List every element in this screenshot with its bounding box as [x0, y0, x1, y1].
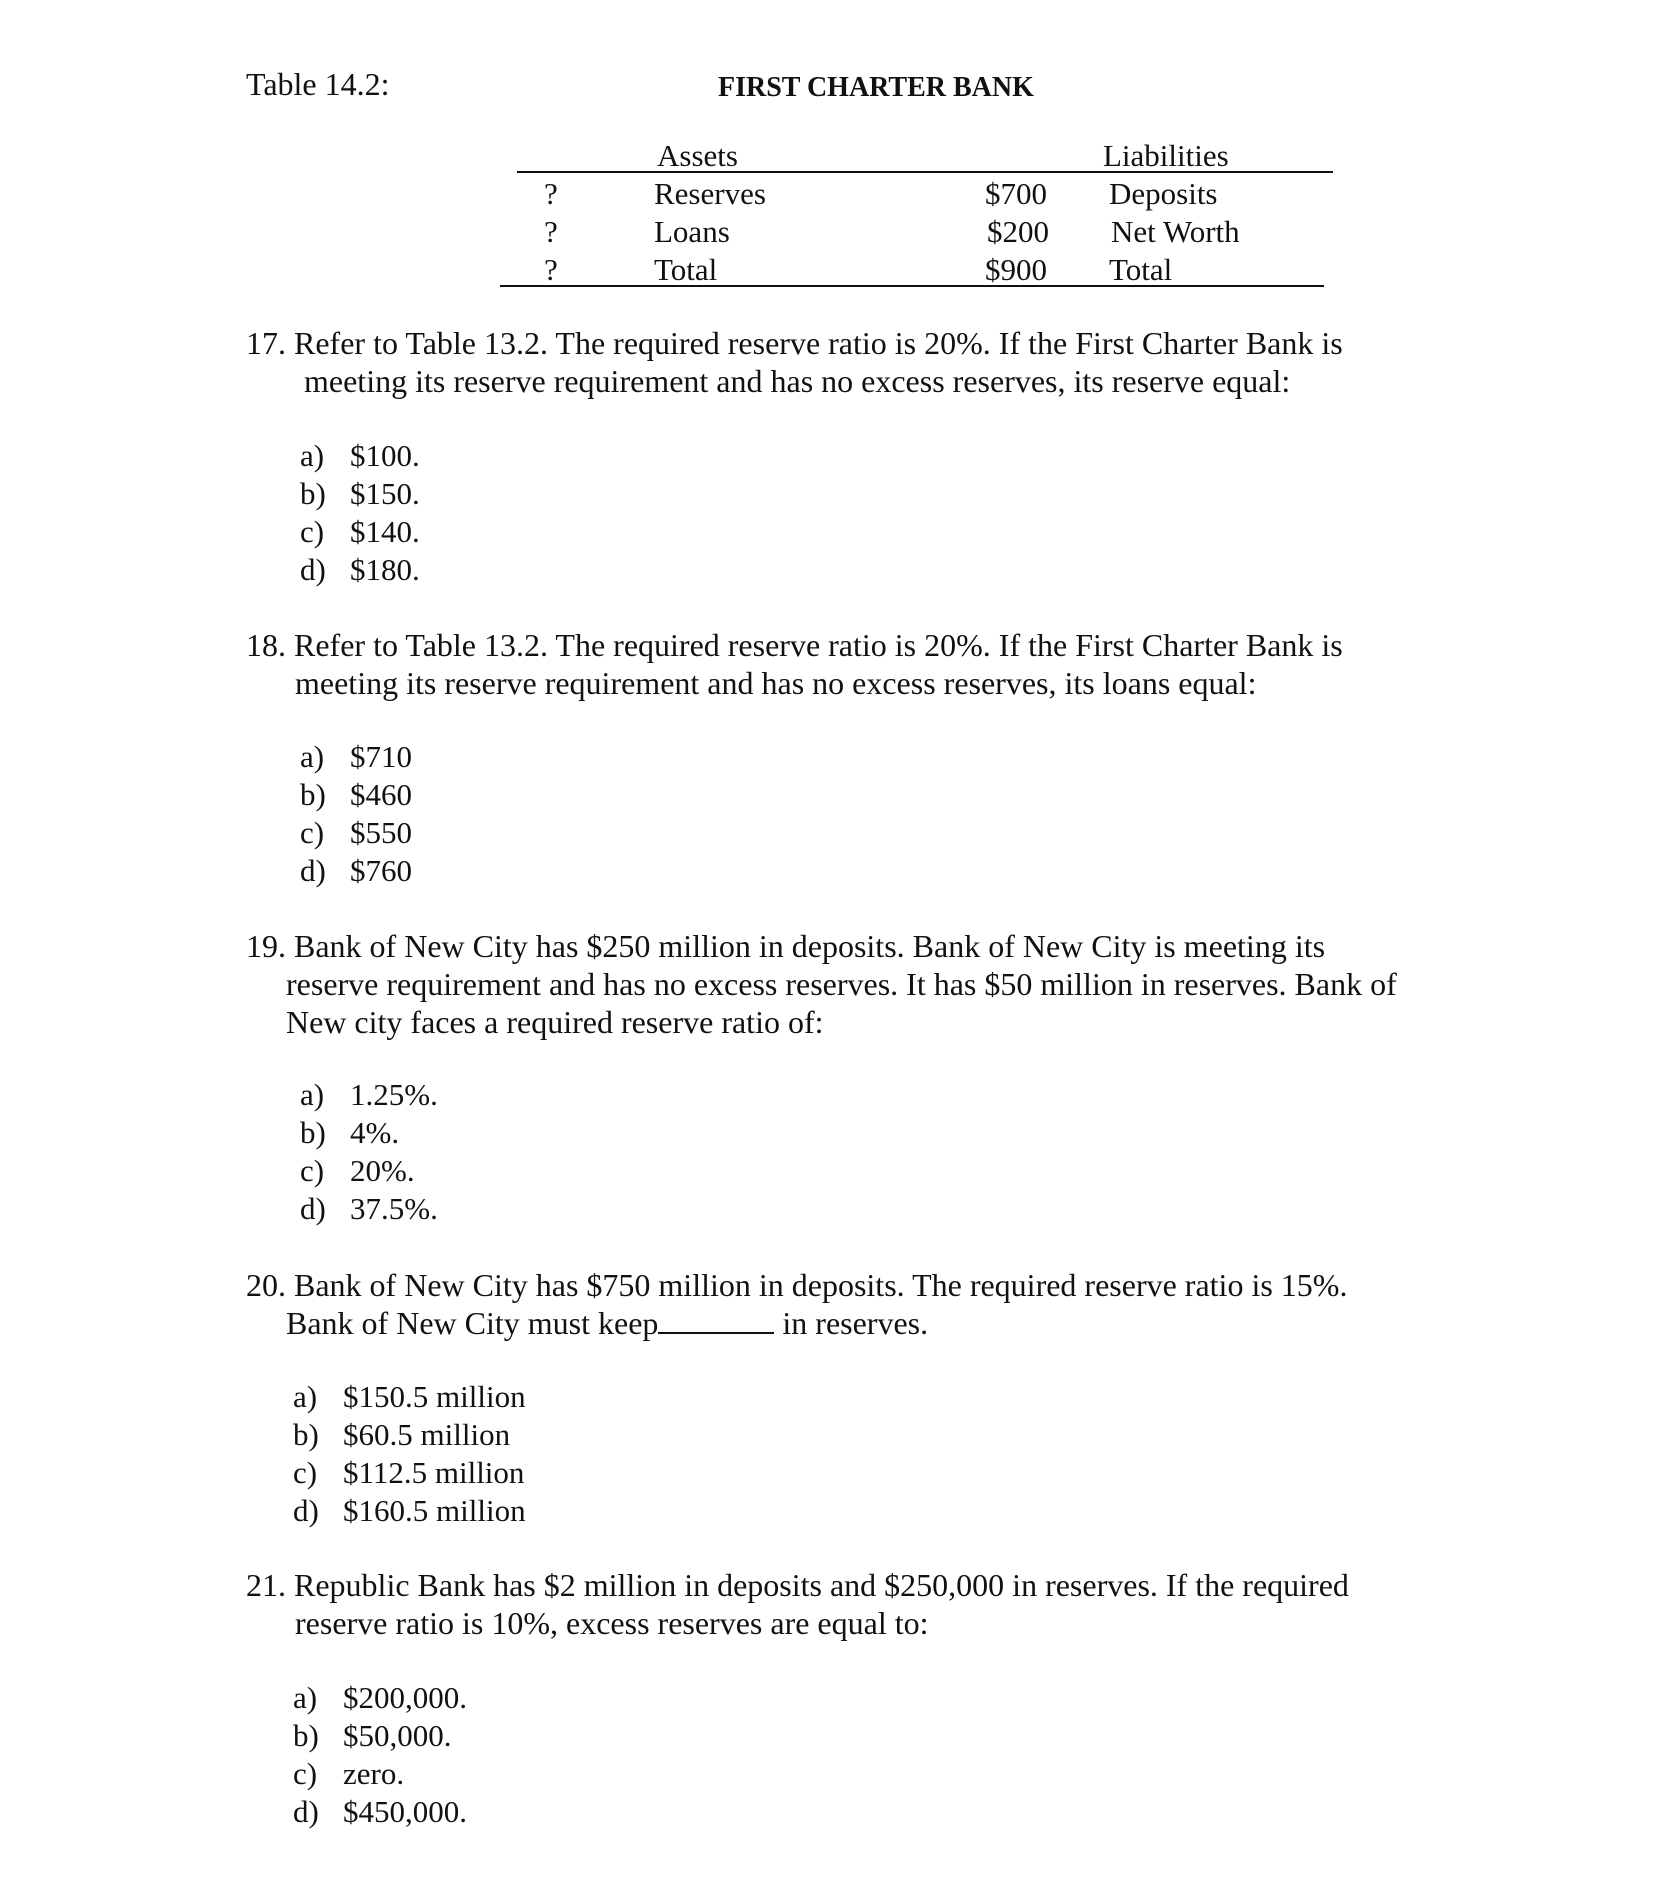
- option-d[interactable]: d) $180.: [300, 552, 420, 587]
- question-17: [246, 324, 1343, 400]
- bank-title: FIRST CHARTER BANK: [718, 72, 1034, 103]
- liability-label: Deposits: [1109, 176, 1218, 211]
- options-20: [293, 1378, 526, 1530]
- option-b[interactable]: b) $460: [300, 777, 412, 812]
- option-b[interactable]: b) 4%.: [300, 1115, 400, 1150]
- question-text: reserve ratio is 10%, excess reserves are equal to:: [295, 1605, 929, 1641]
- row-marker: ?: [544, 252, 558, 287]
- question-text: New city faces a required reserve ratio of:: [286, 1004, 824, 1040]
- option-c[interactable]: c) 20%.: [300, 1153, 415, 1188]
- liability-label: Total: [1109, 252, 1173, 287]
- option-d[interactable]: d) $760: [300, 853, 412, 888]
- option-b[interactable]: b) $150.: [300, 476, 420, 511]
- t-account-table: [0, 0, 1668, 300]
- amount-value: $900: [985, 252, 1047, 287]
- question-text: meeting its reserve requirement and has no excess reserves, its loans equal:: [295, 665, 1257, 701]
- option-c[interactable]: c) $550: [300, 815, 412, 850]
- row-marker: ?: [544, 214, 558, 249]
- question-text: reserve requirement and has no excess reserves. It has $50 million in reserves. Bank of: [286, 966, 1397, 1002]
- header-rule: [517, 171, 1333, 173]
- question-number: 18.: [246, 627, 286, 663]
- question-21: [246, 1566, 1349, 1642]
- amount-value: $700: [985, 176, 1047, 211]
- asset-label: Loans: [654, 214, 730, 249]
- question-number: 17.: [246, 325, 286, 361]
- answer-blank: [658, 1304, 774, 1334]
- table-label: Table 14.2:: [246, 66, 390, 102]
- question-text: Republic Bank has $2 million in deposits and $250,000 in reserves. If the required: [294, 1567, 1349, 1603]
- asset-label: Reserves: [654, 176, 766, 211]
- option-a[interactable]: a) 1.25%.: [300, 1077, 438, 1112]
- option-a[interactable]: a) $710: [300, 739, 412, 774]
- question-number: 21.: [246, 1567, 286, 1603]
- question-number: 20.: [246, 1267, 286, 1303]
- option-a[interactable]: a) $100.: [300, 438, 420, 473]
- option-d[interactable]: d) $160.5 million: [293, 1493, 526, 1528]
- question-text: Bank of New City has $750 million in deposits. The required reserve ratio is 15%.: [294, 1267, 1348, 1303]
- option-d[interactable]: d) 37.5%.: [300, 1191, 438, 1226]
- options-18: [300, 738, 412, 890]
- total-rule: [500, 285, 1324, 287]
- assets-heading: Assets: [657, 138, 738, 173]
- option-d[interactable]: d) $450,000.: [293, 1794, 467, 1829]
- option-c[interactable]: c) $140.: [300, 514, 420, 549]
- question-text: Refer to Table 13.2. The required reserve ratio is 20%. If the First Charter Bank is: [294, 325, 1343, 361]
- question-text: Bank of New City has $250 million in deposits. Bank of New City is meeting its: [294, 928, 1326, 964]
- option-a[interactable]: a) $200,000.: [293, 1680, 467, 1715]
- liability-label: Net Worth: [1111, 214, 1240, 249]
- question-number: 19.: [246, 928, 286, 964]
- options-19: [300, 1076, 438, 1228]
- options-21: [293, 1679, 467, 1831]
- option-c[interactable]: c) zero.: [293, 1756, 405, 1791]
- question-text: meeting its reserve requirement and has no excess reserves, its reserve equal:: [304, 363, 1291, 399]
- option-a[interactable]: a) $150.5 million: [293, 1379, 526, 1414]
- asset-label: Total: [654, 252, 718, 287]
- option-b[interactable]: b) $50,000.: [293, 1718, 452, 1753]
- row-marker: ?: [544, 176, 558, 211]
- question-20: [246, 1266, 1347, 1342]
- option-b[interactable]: b) $60.5 million: [293, 1417, 511, 1452]
- question-18: [246, 626, 1343, 702]
- option-c[interactable]: c) $112.5 million: [293, 1455, 525, 1490]
- options-17: [300, 437, 420, 589]
- amount-value: $200: [987, 214, 1049, 249]
- question-text-line2: Bank of New City must keep in reserves.: [286, 1305, 929, 1341]
- question-text: Refer to Table 13.2. The required reserve ratio is 20%. If the First Charter Bank is: [294, 627, 1343, 663]
- liabilities-heading: Liabilities: [1103, 138, 1229, 173]
- question-19: [246, 927, 1397, 1041]
